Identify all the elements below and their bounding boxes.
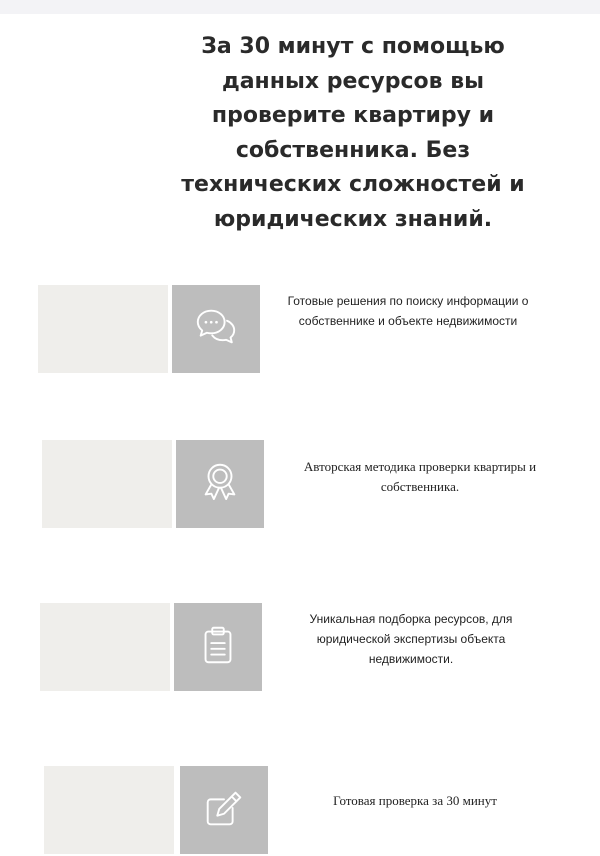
feature-icon-tile <box>180 766 268 854</box>
feature-icon-tile <box>176 440 264 528</box>
feature-text-2: Авторская методика проверки квартиры и собственника. <box>303 459 537 494</box>
top-strip <box>0 0 600 14</box>
chat-bubbles-icon <box>193 304 239 355</box>
feature-image-placeholder <box>42 440 172 528</box>
edit-pencil-icon <box>201 785 247 836</box>
feature-icon-tile <box>172 285 260 373</box>
feature-text-1: Готовые решения по поиску информации о собственнике и объекте недвижимости <box>287 294 529 328</box>
feature-text-3: Уникальная подборка ресурсов, для юридической экспертизы объекта недвижимости. <box>309 612 513 666</box>
headline: За 30 минут с помощью данных ресурсов вы проверите квартиру и собственника. Без технических сложностей и юридических знаний. <box>181 34 525 232</box>
feature-image-placeholder <box>38 285 168 373</box>
feature-item-3 <box>0 603 600 693</box>
feature-text-4: Готовая проверка за 30 минут <box>333 793 497 808</box>
award-badge-icon <box>197 459 243 510</box>
feature-item-1 <box>0 285 600 375</box>
feature-image-placeholder <box>40 603 170 691</box>
feature-item-4 <box>0 766 600 856</box>
feature-image-placeholder <box>44 766 174 854</box>
feature-icon-tile <box>174 603 262 691</box>
clipboard-icon <box>195 622 241 673</box>
feature-item-2 <box>0 440 600 530</box>
